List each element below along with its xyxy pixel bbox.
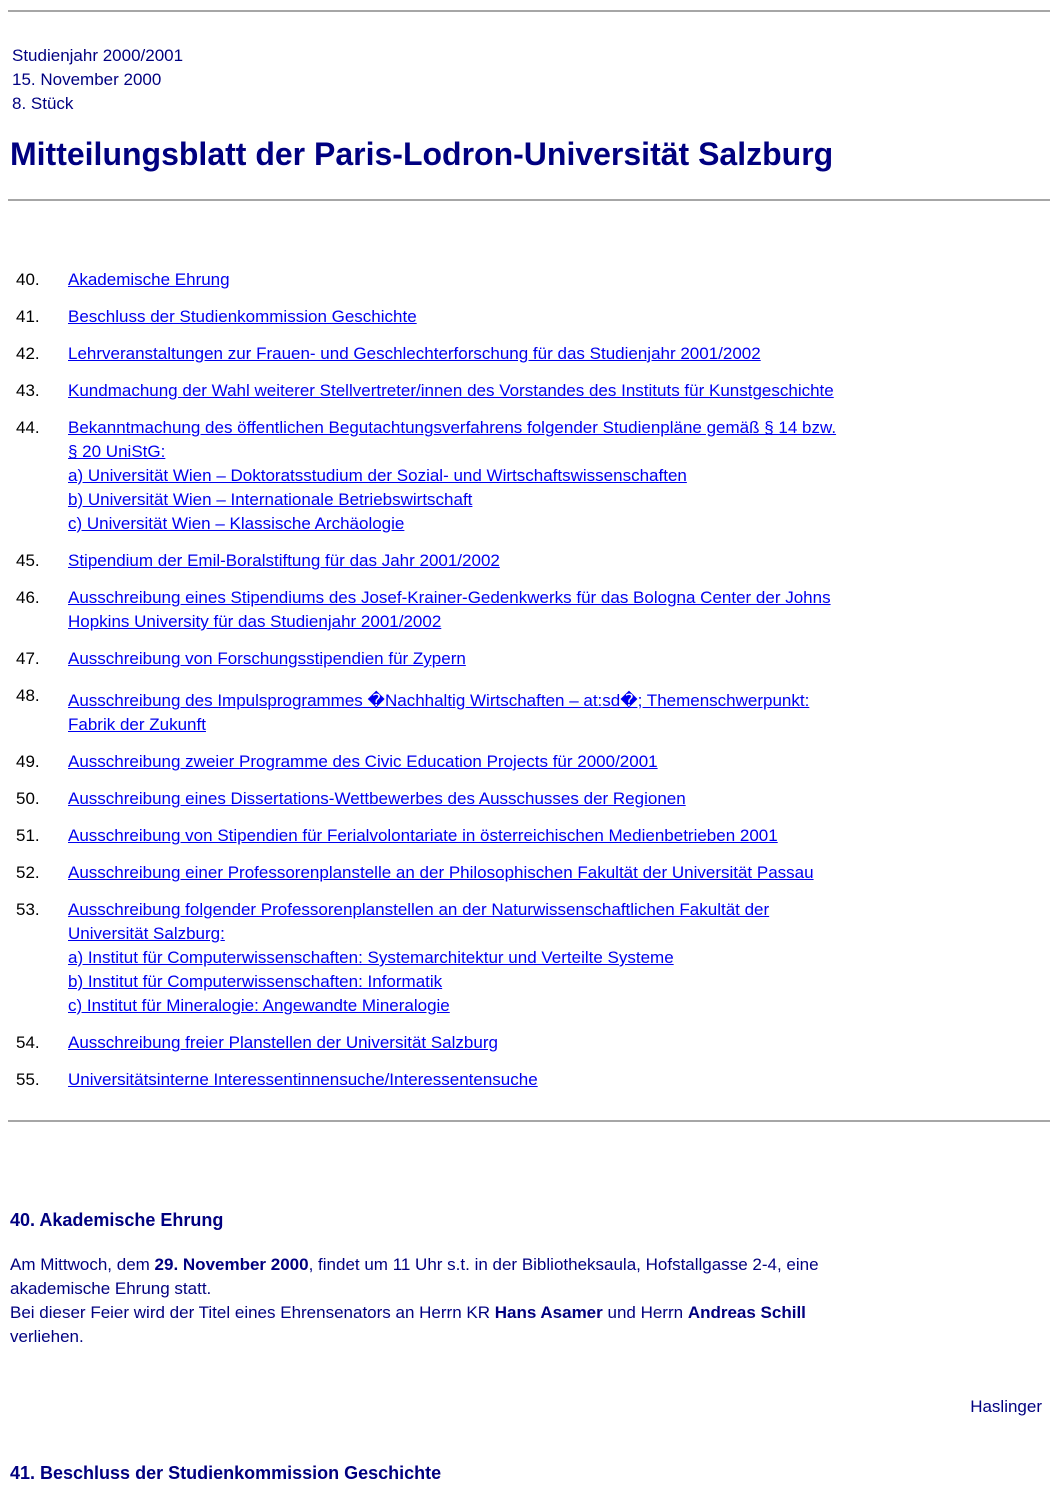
toc-link-line: [68, 268, 1048, 292]
toc-item-number: 53.: [16, 900, 40, 919]
toc-item-41: [10, 305, 1048, 329]
text-run: Am Mittwoch, dem: [10, 1255, 155, 1274]
toc-link[interactable]: Universität Salzburg:: [68, 924, 225, 943]
header-divider: [8, 199, 1050, 201]
toc-item-number: 46.: [16, 588, 40, 607]
toc-item-52: [10, 861, 1048, 885]
toc-item-lines: [68, 586, 1048, 634]
toc-item-lines: [68, 549, 1048, 573]
text-run: , findet um 11 Uhr s.t. in der Bibliotheksaula, Hofstallgasse 2-4, eine: [308, 1255, 819, 1274]
toc-item-number: 48.: [16, 686, 40, 705]
toc-item-47: [10, 647, 1048, 671]
toc-item-lines: [68, 684, 1048, 737]
paragraph-line: [10, 1301, 1048, 1325]
top-divider: [8, 10, 1050, 12]
section-40-heading: 40. Akademische Ehrung: [10, 1210, 224, 1230]
page-title: Mitteilungsblatt der Paris-Lodron-Universität Salzburg: [10, 136, 834, 172]
toc-item-number: 44.: [16, 418, 40, 437]
toc-link-line: [68, 586, 1048, 610]
toc-link-line: [68, 488, 1048, 512]
toc-link[interactable]: Ausschreibung freier Planstellen der Universität Salzburg: [68, 1033, 498, 1052]
toc-link-line: [68, 713, 1048, 737]
toc-link-line: [68, 922, 1048, 946]
text-run: Bei dieser Feier wird der Titel eines Ehrensenators an Herrn KR: [10, 1303, 495, 1322]
toc-link-line: [68, 689, 1048, 713]
text-run: verliehen.: [10, 1327, 84, 1346]
toc-item-number: 52.: [16, 863, 40, 882]
toc-link-line: [68, 824, 1048, 848]
toc-link[interactable]: Kundmachung der Wahl weiterer Stellvertreter/innen des Vorstandes des Instituts für Kunstgeschichte: [68, 381, 834, 400]
toc-link-line: [68, 416, 1048, 440]
toc-item-44: [10, 416, 1048, 536]
bold-text-run: Hans Asamer: [494, 1303, 603, 1322]
toc-item-lines: [68, 647, 1048, 671]
toc-link-line: [68, 970, 1048, 994]
toc-link[interactable]: Beschluss der Studienkommission Geschichte: [68, 307, 417, 326]
toc-link[interactable]: c) Institut für Mineralogie: Angewandte Mineralogie: [68, 996, 450, 1015]
toc-link-line: [68, 1068, 1048, 1092]
toc-link[interactable]: b) Universität Wien – Internationale Betriebswirtschaft: [68, 490, 473, 509]
table-of-contents: [0, 268, 1058, 1092]
toc-item-number: 40.: [16, 270, 40, 289]
toc-item-lines: [68, 861, 1048, 885]
text-run: und Herrn: [602, 1303, 688, 1322]
toc-item-number: 42.: [16, 344, 40, 363]
toc-item-55: [10, 1068, 1048, 1092]
toc-link-line: [68, 898, 1048, 922]
paragraph-line: [10, 1277, 1048, 1301]
text-run: akademische Ehrung statt.: [10, 1279, 212, 1298]
toc-link[interactable]: Ausschreibung des Impulsprogrammes �Nachhaltig Wirtschaften – at:sd�; Themenschwerpunkt:: [68, 691, 810, 710]
toc-item-40: [10, 268, 1048, 292]
toc-link-line: [68, 787, 1048, 811]
toc-link[interactable]: Stipendium der Emil-Boralstiftung für das Jahr 2001/2002: [68, 551, 500, 570]
toc-item-number: 47.: [16, 649, 40, 668]
toc-link[interactable]: Hopkins University für das Studienjahr 2001/2002: [68, 612, 442, 631]
toc-link-line: [68, 549, 1048, 573]
toc-item-46: [10, 586, 1048, 634]
toc-item-50: [10, 787, 1048, 811]
bold-text-run: Andreas Schill: [687, 1303, 806, 1322]
toc-item-53: [10, 898, 1048, 1018]
toc-item-number: 41.: [16, 307, 40, 326]
toc-item-number: 43.: [16, 381, 40, 400]
meta-date: 15. November 2000: [12, 70, 162, 89]
toc-link[interactable]: Ausschreibung folgender Professorenplanstellen an der Naturwissenschaftlichen Fakultät der: [68, 900, 770, 919]
toc-item-number: 49.: [16, 752, 40, 771]
toc-link-line: [68, 647, 1048, 671]
toc-link-line: [68, 464, 1048, 488]
toc-link-line: [68, 946, 1048, 970]
toc-item-lines: [68, 898, 1048, 1018]
toc-item-45: [10, 549, 1048, 573]
toc-item-lines: [68, 416, 1048, 536]
toc-link-line: [68, 379, 1048, 403]
signature: Haslinger: [970, 1397, 1042, 1416]
toc-link[interactable]: b) Institut für Computerwissenschaften: Informatik: [68, 972, 443, 991]
toc-item-lines: [68, 1068, 1048, 1092]
toc-link-line: [68, 610, 1048, 634]
toc-link[interactable]: Fabrik der Zukunft: [68, 715, 206, 734]
toc-link[interactable]: Universitätsinterne Interessentinnensuche/Interessentensuche: [68, 1070, 538, 1089]
toc-item-lines: [68, 1031, 1048, 1055]
toc-link[interactable]: Ausschreibung von Forschungsstipendien für Zypern: [68, 649, 466, 668]
toc-item-54: [10, 1031, 1048, 1055]
toc-link[interactable]: a) Institut für Computerwissenschaften: Systemarchitektur und Verteilte Systeme: [68, 948, 674, 967]
toc-link[interactable]: Ausschreibung von Stipendien für Ferialvolontariate in österreichischen Medienbetrieben 2001: [68, 826, 778, 845]
toc-link[interactable]: Ausschreibung zweier Programme des Civic Education Projects für 2000/2001: [68, 752, 658, 771]
toc-link[interactable]: c) Universität Wien – Klassische Archäologie: [68, 514, 405, 533]
toc-link-line: [68, 342, 1048, 366]
toc-item-number: 54.: [16, 1033, 40, 1052]
toc-link-line: [68, 861, 1048, 885]
toc-link-line: [68, 750, 1048, 774]
meta-studienjahr: Studienjahr 2000/2001: [12, 46, 184, 65]
toc-item-number: 45.: [16, 551, 40, 570]
toc-link[interactable]: Lehrveranstaltungen zur Frauen- und Geschlechterforschung für das Studienjahr 2001/2002: [68, 344, 761, 363]
toc-item-43: [10, 379, 1048, 403]
toc-link-line: [68, 1031, 1048, 1055]
toc-item-48: [10, 684, 1048, 737]
toc-item-lines: [68, 750, 1048, 774]
bold-text-run: 29. November 2000: [154, 1255, 309, 1274]
toc-item-lines: [68, 342, 1048, 366]
toc-link[interactable]: Ausschreibung einer Professorenplanstelle an der Philosophischen Fakultät der Universität Passau: [68, 863, 814, 882]
toc-end-divider: [8, 1120, 1050, 1122]
toc-item-number: 50.: [16, 789, 40, 808]
toc-link[interactable]: Akademische Ehrung: [68, 270, 230, 289]
toc-item-number: 55.: [16, 1070, 40, 1089]
toc-item-lines: [68, 268, 1048, 292]
toc-item-number: 51.: [16, 826, 40, 845]
toc-link[interactable]: Ausschreibung eines Dissertations-Wettbewerbes des Ausschusses der Regionen: [68, 789, 686, 808]
toc-link-line: [68, 994, 1048, 1018]
toc-item-lines: [68, 379, 1048, 403]
section-41-heading: 41. Beschluss der Studienkommission Geschichte: [10, 1463, 442, 1483]
meta-issue-number: 8. Stück: [12, 94, 74, 113]
toc-item-51: [10, 824, 1048, 848]
toc-item-lines: [68, 305, 1048, 329]
toc-item-lines: [68, 824, 1048, 848]
toc-item-49: [10, 750, 1048, 774]
paragraph-line: [10, 1325, 1048, 1349]
issue-meta: [12, 44, 1058, 116]
toc-link[interactable]: Bekanntmachung des öffentlichen Begutachtungsverfahrens folgender Studienpläne gemäß § 14 bzw.: [68, 418, 837, 437]
toc-link[interactable]: § 20 UniStG:: [68, 442, 166, 461]
toc-link-line: [68, 305, 1048, 329]
section-40-paragraph: [10, 1253, 1048, 1349]
toc-item-42: [10, 342, 1048, 366]
paragraph-line: [10, 1253, 1048, 1277]
toc-link[interactable]: Ausschreibung eines Stipendiums des Josef-Krainer-Gedenkwerks für das Bologna Center der Johns: [68, 588, 831, 607]
toc-link[interactable]: a) Universität Wien – Doktoratsstudium der Sozial- und Wirtschaftswissenschaften: [68, 466, 687, 485]
toc-link-line: [68, 440, 1048, 464]
toc-link-line: [68, 512, 1048, 536]
toc-item-lines: [68, 787, 1048, 811]
